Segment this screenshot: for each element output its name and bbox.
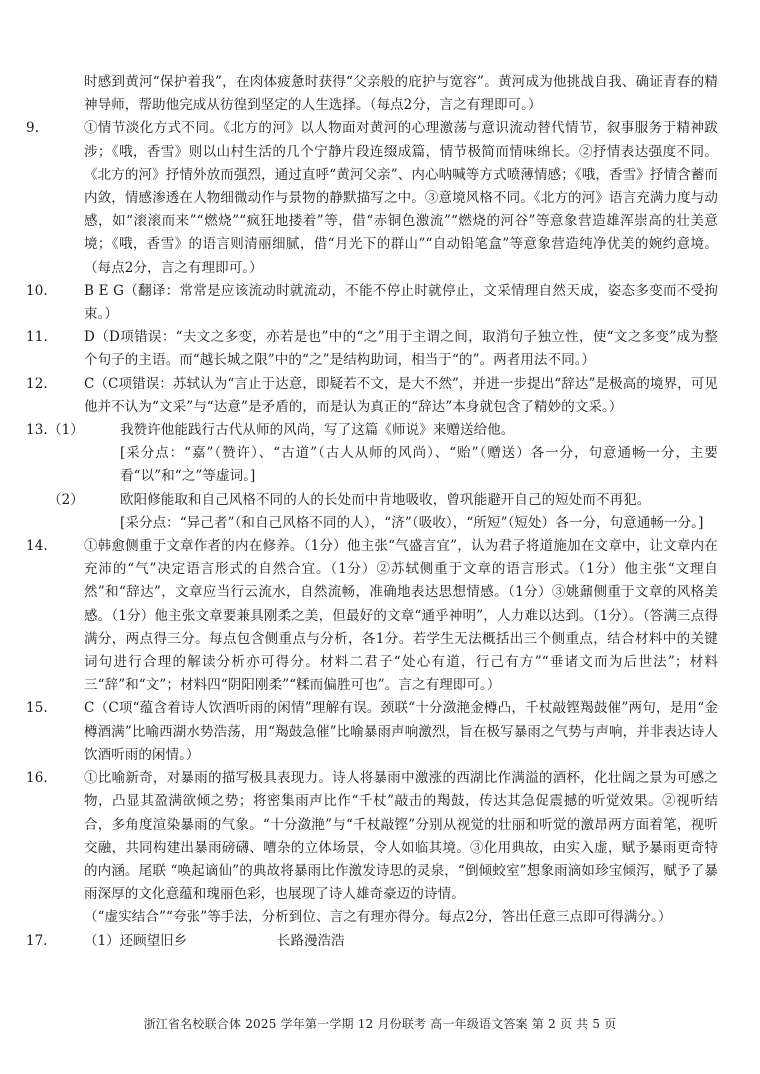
translation-text: 欧阳修能取和自己风格不同的人的长处而中肯地吸收，曾巩能避开自己的短处而不再犯。 xyxy=(120,491,651,508)
translation-text: 我赞许他能践行古代从师的风尚，写了这篇《师说》来赠送给他。 xyxy=(120,422,515,439)
answer-line-2: 长路漫浩浩 xyxy=(277,932,345,949)
translation-2 xyxy=(48,489,718,512)
answer-item-9 xyxy=(26,117,718,279)
sub-label: （1） xyxy=(48,422,84,439)
item-text: C（C项“蕴含着诗人饮酒听雨的闲情”理解有误。颈联“十分潋滟金樽凸，千杖敲铿羯鼓催”两句，是用“金樽酒满”比喻西湖水势浩荡，用“羯鼓急催”比喻暴雨声响激烈，旨在极写暴雨之气势与声响，并非表达诗人饮酒听雨的闲情。） xyxy=(84,700,718,763)
answer-line-1: 还顾望旧乡 xyxy=(119,932,188,949)
item-number: 11. xyxy=(26,329,48,346)
item-number: 14. xyxy=(26,538,48,555)
scoring-note-1: [采分点：“嘉”（赞许）、“古道”（古人从师的风尚）、“贻”（赠送）各一分，句意通畅一分，主要看“以”和“之”等虚词。] xyxy=(120,445,718,485)
answer-item-12 xyxy=(26,373,718,419)
answer-item-15 xyxy=(26,697,718,767)
continued-answer-text: 时感到黄河“保护着我”，在肉体疲惫时获得“父亲般的庇护与宽容”。黄河成为他挑战自我、确证青春的精神导师，帮助他完成从彷徨到坚定的人生选择。（每点2分，言之有理即可。） xyxy=(84,74,718,114)
item-text: C（C项错误：苏轼认为“言止于达意，即疑若不文，是大不然”，并进一步提出“辞达”是极高的境界，可见他并不认为“文采”与“达意”是矛盾的，而是认为真正的“辞达”本身就包含了精妙的文采。） xyxy=(84,375,718,415)
sub-label: （2） xyxy=(48,491,84,508)
answer-item-10 xyxy=(26,280,718,326)
item-number: 16. xyxy=(26,770,48,787)
answer-16-note: （“虚实结合”“夸张”等手法，分析到位、言之有理亦得分。每点2分，答出任意三点即可得满分。） xyxy=(84,909,672,926)
item-number: 15. xyxy=(26,700,48,717)
item-number: 9. xyxy=(26,120,40,137)
answer-item-13 xyxy=(26,419,718,535)
page-footer: 浙江省名校联合体 2025 学年第一学期 12 月份联考 高一年级语文答案 第 2 页 共 5 页 xyxy=(143,1017,617,1031)
answer-item-14 xyxy=(26,535,718,697)
item-text: ①比喻新奇，对暴雨的描写极具表现力。诗人将暴雨中激涨的西湖比作满溢的酒杯，化壮阔之景为可感之物，凸显其盈满欲倾之势；将密集雨声比作“千杖”敲击的羯鼓，传达其急促震撼的听觉效果。②视听结合，多角度渲染暴雨的气象。“十分潋滟”与“千杖敲铿”分别从视觉的壮丽和听觉的激昂两方面着笔，视听交融，共同构建出暴雨磅礴、嘈杂的立体场景，令人如临其境。③化用典故，由实入虚，赋予暴雨更奇特的内涵。尾联 “唤起谪仙”的典故将暴雨比作激发诗思的灵泉，“倒倾蛟室”想象雨滴如珍宝倾泻，赋予了暴雨深厚的文化意蕴和瑰丽色彩，也展现了诗人雄奇豪迈的诗情。 xyxy=(84,770,718,903)
answer-item-17 xyxy=(26,930,718,953)
item-number: 17. xyxy=(26,932,48,949)
answer-item-16 xyxy=(26,767,718,906)
item-number: 10. xyxy=(26,282,48,299)
item-text: B E G（翻译：常常是应该流动时就流动，不能不停止时就停止，文采情理自然天成，姿态多变而不受拘束。） xyxy=(84,282,718,323)
scoring-note-2: [采分点：“异己者”（和自己风格不同的人），“济”（吸收），“所短”（短处）各一分，句意通畅一分。] xyxy=(120,514,704,531)
sub-label: （1） xyxy=(84,932,120,949)
item-number: 12. xyxy=(26,375,48,392)
answer-item-11 xyxy=(26,326,718,372)
item-number: 13. xyxy=(26,422,48,439)
item-text: ①韩愈侧重于文章作者的内在修养。（1分）他主张“气盛言宜”，认为君子将道施加在文章中，让文章内在充沛的“气”决定语言形式的自然合宜。（1分）②苏轼侧重于文章的语言形式。（1分）他主张“文理自然”和“辞达”，文章应当行云流水，自然流畅，准确地表达思想情感。（1分）③姚鼐侧重于文章的风格美感。（1分）他主张文章要兼具刚柔之美，但最好的文章“通乎神明”，人力难以达到。（1分）。（答满三点得满分，两点得三分。每点包含侧重点与分析，各1分。若学生无法概括出三个侧重点，结合材料中的关键词句进行合理的解读分析亦可得分。材料二君子“处心有道，行己有方”“垂诸文而为后世法”；材料三“辞”和“文”；材料四“阴阳刚柔”“糅而偏胜可也”。言之有理即可。） xyxy=(84,538,718,694)
item-text: D（D项错误：“夫文之多变，亦若是也”中的“之”用于主谓之间，取消句子独立性，使“文之多变”成为整个句子的主语。而“越长城之限”中的“之”是结构助词，相当于“的”。两者用法不同。） xyxy=(84,329,718,369)
translation-1 xyxy=(48,419,718,442)
answer-content xyxy=(26,71,718,953)
item-text: ①情节淡化方式不同。《北方的河》以人物面对黄河的心理激荡与意识流动替代情节，叙事服务于精神跋涉；《哦，香雪》则以山村生活的几个宁静片段连缀成篇，情节极简而情味绵长。②抒情表达强度不同。《北方的河》抒情外放而强烈，通过直呼“黄河父亲”、内心呐喊等方式喷薄情感；《哦，香雪》抒情含蓄而内敛，情感渗透在人物细微动作与景物的静默描写之中。③意境风格不同。《北方的河》语言充满力度与动感，如“滚滚而来”“燃烧”“疯狂地搂着”等，借“赤铜色激流”“燃烧的河谷”等意象营造雄浑崇高的壮美意境；《哦，香雪》的语言则清丽细腻，借“月光下的群山”“自动铅笔盒”等意象营造纯净优美的婉约意境。（每点2分，言之有理即可。） xyxy=(84,120,718,276)
